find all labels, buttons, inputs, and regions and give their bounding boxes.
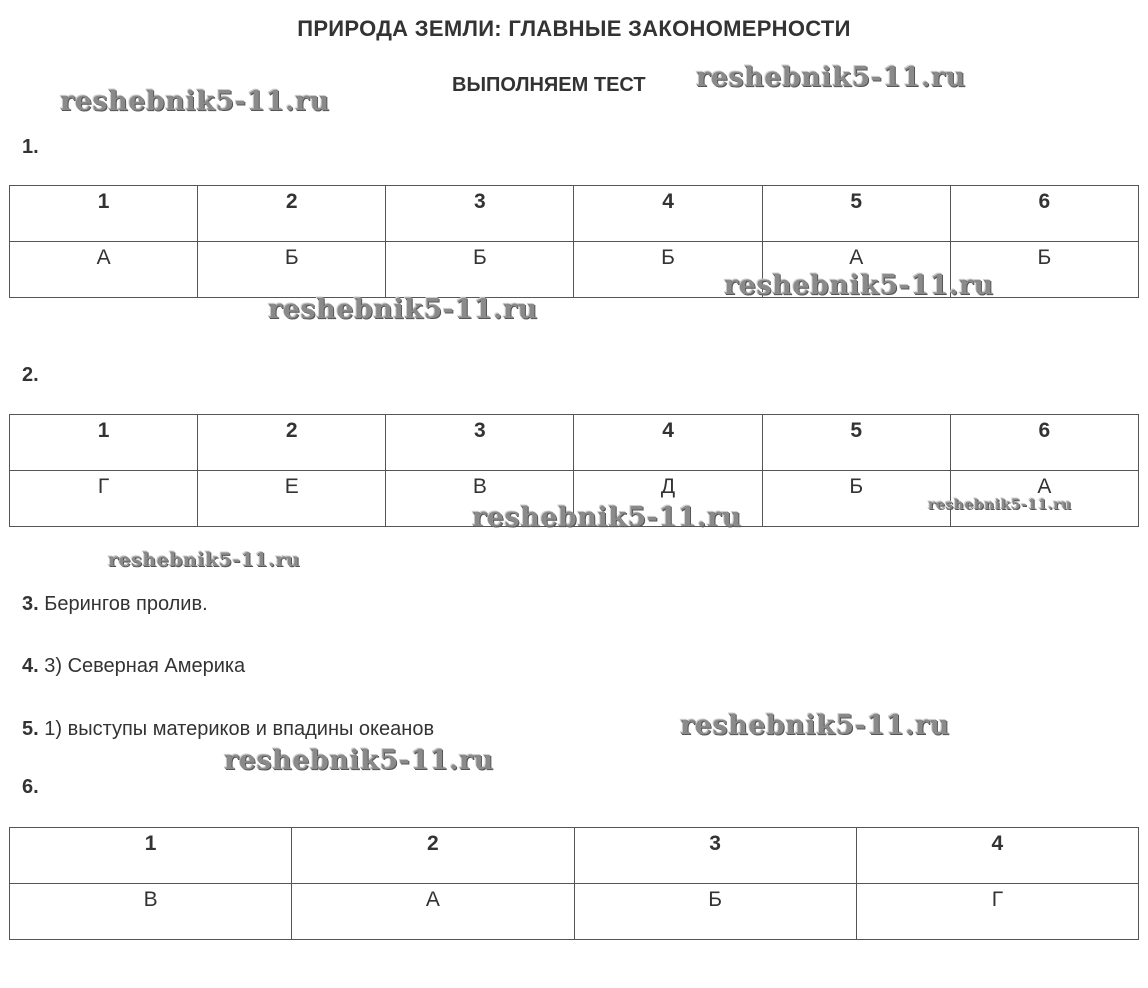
table-header-cell: 6 xyxy=(950,415,1138,471)
table-header-cell: 4 xyxy=(574,186,762,242)
question-3-number: 3. xyxy=(22,593,39,615)
table-row xyxy=(10,884,1139,940)
question-6-number: 6. xyxy=(22,776,39,798)
table-answer-cell: Е xyxy=(198,471,386,527)
question-3 xyxy=(22,593,208,616)
question-6-answer-table xyxy=(9,827,1139,940)
table-header-cell: 4 xyxy=(574,415,762,471)
table-header-cell: 1 xyxy=(10,186,198,242)
question-1-number: 1. xyxy=(22,136,39,158)
table-answer-cell: Г xyxy=(10,471,198,527)
watermark: reshebnik5-11.ru xyxy=(108,549,301,571)
table-answer-cell: А xyxy=(292,884,574,940)
question-2-number: 2. xyxy=(22,364,39,386)
table-header-cell: 2 xyxy=(198,415,386,471)
question-5-answer: 1) выступы материков и впадины океанов xyxy=(44,718,435,740)
table-header-row xyxy=(10,186,1139,242)
question-3-answer: Берингов пролив. xyxy=(44,593,208,615)
watermark: reshebnik5-11.ru xyxy=(928,497,1072,513)
table-header-cell: 2 xyxy=(198,186,386,242)
table-answer-cell: Б xyxy=(574,242,762,298)
table-header-row xyxy=(10,415,1139,471)
table-answer-cell: Д xyxy=(574,471,762,527)
watermark: reshebnik5-11.ru xyxy=(60,86,330,117)
table-answer-cell: Б xyxy=(762,471,950,527)
watermark: reshebnik5-11.ru xyxy=(696,62,966,93)
table-header-cell: 2 xyxy=(292,828,574,884)
watermark: reshebnik5-11.ru xyxy=(472,502,742,533)
table-answer-cell: А xyxy=(950,471,1138,527)
question-5-number: 5. xyxy=(22,718,39,740)
table-header-cell: 3 xyxy=(386,186,574,242)
watermark: reshebnik5-11.ru xyxy=(224,745,494,776)
table-answer-cell: Б xyxy=(198,242,386,298)
table-answer-cell: В xyxy=(386,471,574,527)
table-answer-cell: Г xyxy=(856,884,1138,940)
table-header-cell: 1 xyxy=(10,828,292,884)
table-answer-cell: Б xyxy=(574,884,856,940)
question-4 xyxy=(22,655,245,678)
page-title: ПРИРОДА ЗЕМЛИ: ГЛАВНЫЕ ЗАКОНОМЕРНОСТИ xyxy=(297,16,851,41)
table-header-cell: 6 xyxy=(950,186,1138,242)
page-subtitle: ВЫПОЛНЯЕМ ТЕСТ xyxy=(452,74,646,96)
watermark: reshebnik5-11.ru xyxy=(680,710,950,741)
table-answer-cell: В xyxy=(10,884,292,940)
table-header-cell: 3 xyxy=(386,415,574,471)
table-answer-cell: Б xyxy=(386,242,574,298)
table-header-cell: 1 xyxy=(10,415,198,471)
question-4-number: 4. xyxy=(22,655,39,677)
table-header-cell: 5 xyxy=(762,415,950,471)
table-header-row xyxy=(10,828,1139,884)
table-answer-cell: А xyxy=(762,242,950,298)
table-answer-cell: А xyxy=(10,242,198,298)
question-4-answer: 3) Северная Америка xyxy=(44,655,246,677)
watermark: reshebnik5-11.ru xyxy=(724,270,994,301)
table-header-cell: 5 xyxy=(762,186,950,242)
question-5 xyxy=(22,718,434,741)
table-answer-cell: Б xyxy=(950,242,1138,298)
table-header-cell: 3 xyxy=(574,828,856,884)
table-header-cell: 4 xyxy=(856,828,1138,884)
watermark: reshebnik5-11.ru xyxy=(268,294,538,325)
